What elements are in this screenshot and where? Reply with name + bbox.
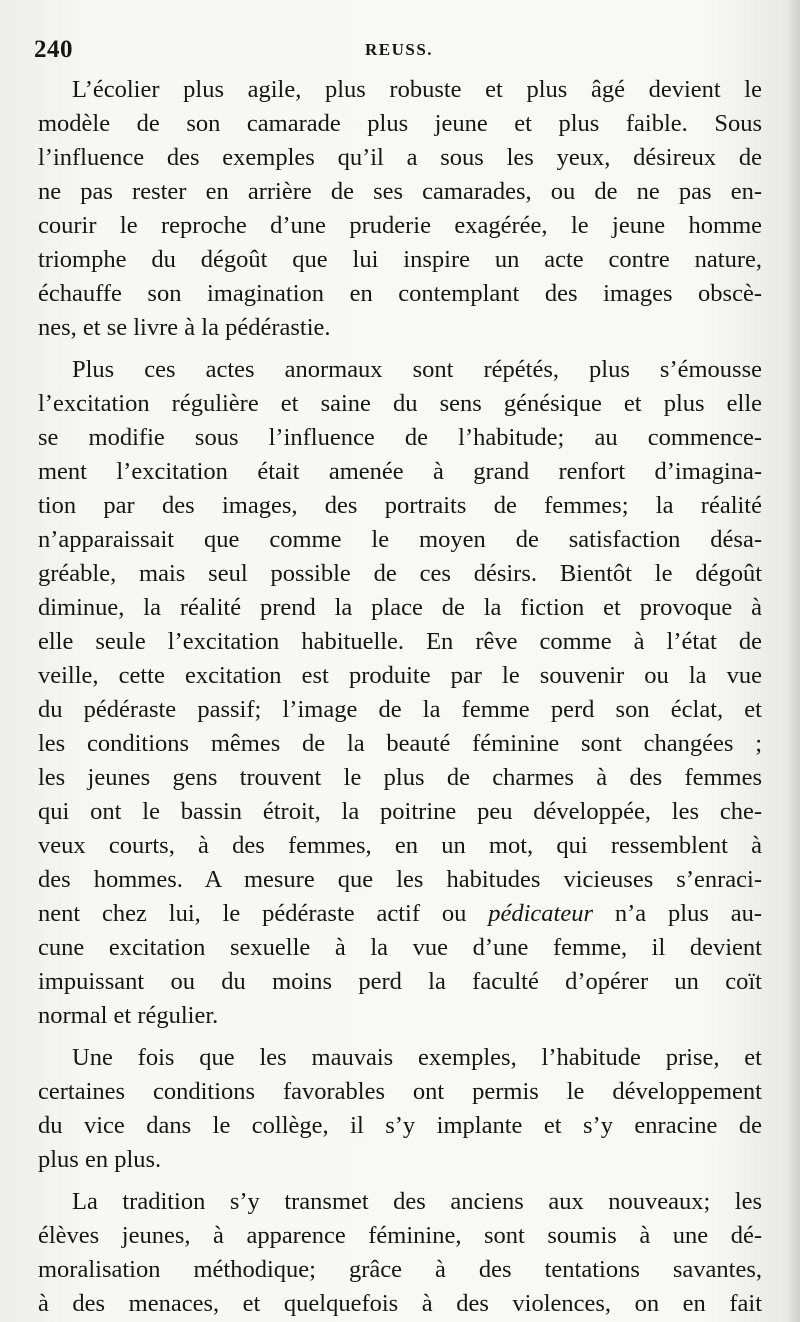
text-line: gréable, mais seul possible de ces désirs. Bientôt le dégoût (38, 560, 762, 587)
text-line-part: n’a plus au- (593, 900, 762, 927)
text-line: certaines conditions favorables ont permis le développement (38, 1078, 762, 1105)
paragraph (38, 1185, 762, 1321)
text-line: les jeunes gens trouvent le plus de charmes à des femmes (38, 764, 762, 791)
text-line: La tradition s’y transmet des anciens aux nouveaux; les (72, 1188, 762, 1215)
text-line: veille, cette excitation est produite par le souvenir ou la vue (38, 662, 762, 689)
text-line: à des menaces, et quelquefois à des violences, on en fait (38, 1290, 762, 1317)
text-line: L’écolier plus agile, plus robuste et plus âgé devient le (72, 76, 762, 103)
text-line: nes, et se livre à la pédérastie. (38, 314, 331, 341)
text-line: des hommes. A mesure que les habitudes vicieuses s’enraci- (38, 866, 762, 893)
text-line: Une fois que les mauvais exemples, l’habitude prise, et (72, 1044, 762, 1071)
running-head: REUSS. (364, 40, 434, 59)
text-line: cune excitation sexuelle à la vue d’une femme, il devient (38, 934, 762, 961)
text-line: courir le reproche d’une pruderie exagérée, le jeune homme (38, 212, 762, 239)
page-number: 240 (34, 36, 73, 63)
text-line: triomphe du dégoût que lui inspire un acte contre nature, (38, 246, 762, 273)
text-line: modèle de son camarade plus jeune et plus faible. Sous (38, 110, 762, 137)
text-line-part: nent chez lui, le pédéraste actif ou (38, 900, 489, 927)
text-line: plus en plus. (38, 1146, 162, 1173)
text-line: se modifie sous l’influence de l’habitude; au commence- (38, 424, 762, 451)
text-line: l’excitation régulière et saine du sens génésique et plus elle (38, 390, 762, 417)
body-text (38, 73, 762, 1321)
text-line: tion par des images, des portraits de femmes; la réalité (38, 492, 762, 519)
text-line: du vice dans le collège, il s’y implante et s’y enracine de (38, 1112, 762, 1139)
text-line: diminue, la réalité prend la place de la fiction et provoque à (38, 594, 762, 621)
text-line: elle seule l’excitation habituelle. En rêve comme à l’état de (38, 628, 762, 655)
page-gutter-shadow (786, 0, 800, 1322)
text-line: n’apparaissait que comme le moyen de satisfaction désa- (38, 526, 762, 553)
text-line: ne pas rester en arrière de ses camarades, ou de ne pas en- (38, 178, 762, 205)
text-line: les conditions mêmes de la beauté féminine sont changées ; (38, 730, 762, 757)
text-line: élèves jeunes, à apparence féminine, sont soumis à une dé- (38, 1222, 762, 1249)
paragraph (38, 1041, 762, 1177)
text-line: moralisation méthodique; grâce à des tentations savantes, (38, 1256, 762, 1283)
text-line: ment l’excitation était amenée à grand renfort d’imagina- (38, 458, 762, 485)
text-line: veux courts, à des femmes, en un mot, qui ressemblent à (38, 832, 762, 859)
italic-term: pédicateur (488, 900, 594, 927)
text-line (38, 897, 762, 931)
text-line: Plus ces actes anormaux sont répétés, plus s’émousse (72, 356, 762, 383)
paragraph (38, 353, 762, 1033)
text-line: impuissant ou du moins perd la faculté d’opérer un coït (38, 968, 762, 995)
paragraph (38, 73, 762, 345)
text-line: du pédéraste passif; l’image de la femme perd son éclat, et (38, 696, 762, 723)
text-line: normal et régulier. (38, 1002, 219, 1029)
text-line: qui ont le bassin étroit, la poitrine peu développée, les che- (38, 798, 762, 825)
text-line: échauffe son imagination en contemplant des images obscè- (38, 280, 762, 307)
text-line: l’influence des exemples qu’il a sous les yeux, désireux de (38, 144, 762, 171)
page-header (34, 36, 764, 70)
